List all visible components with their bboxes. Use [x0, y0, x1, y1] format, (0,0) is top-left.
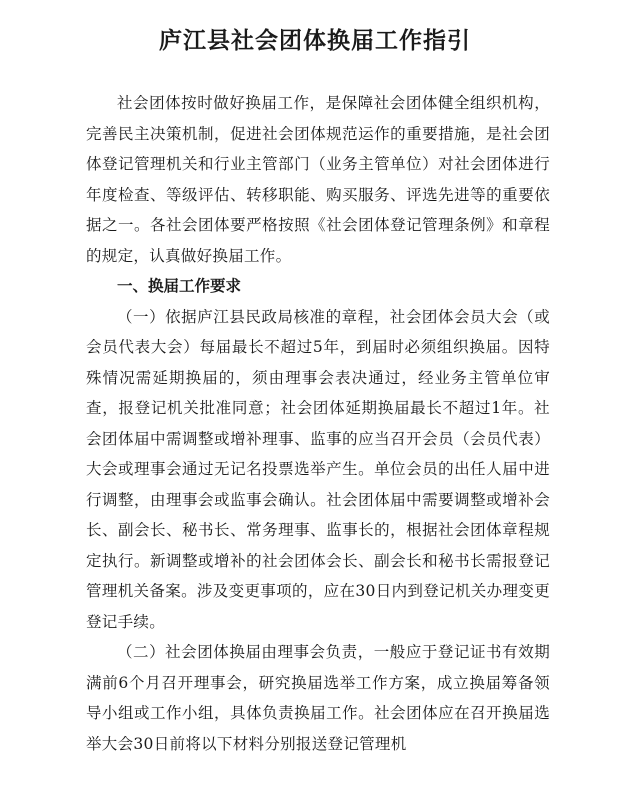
requirement-item-2: （二）社会团体换届由理事会负责，一般应于登记证书有效期满前6个月召开理事会，研究换届选举工作方案，成立换届筹备领导小组或工作小组，具体负责换届工作。社会团体应在召开换届选举大会30日前将以下材料分别报送登记管理机: [86, 643, 550, 753]
section-heading: 一、换届工作要求: [117, 277, 242, 295]
document-title: 庐江县社会团体换届工作指引: [159, 28, 471, 54]
intro-paragraph: 社会团体按时做好换届工作，是保障社会团体健全组织机构，完善民主决策机制，促进社会团体规范运作的重要措施，是社会团体登记管理机关和行业主管部门（业务主管单位）对社会团体进行年度检查、等级评估、转移职能、购买服务、评选先进等的重要依据之一。各社会团体要严格按照《社会团体登记管理条例》和章程的规定，认真做好换届工作。: [86, 94, 550, 265]
requirement-item-1: （一）依据庐江县民政局核准的章程，社会团体会员大会（或会员代表大会）每届最长不超过5年，到届时必须组织换届。因特殊情况需延期换届的，须由理事会表决通过，经业务主管单位审查，报登记机关批准同意；社会团体延期换届最长不超过1年。社会团体届中需调整或增补理事、监事的应当召开会员（会员代表）大会或理事会通过无记名投票选举产生。单位会员的出任人届中进行调整，由理事会或监事会确认。社会团体届中需要调整或增补会长、副会长、秘书长、常务理事、监事长的，根据社会团体章程规定执行。新调整或增补的社会团体会长、副会长和秘书长需报登记管理机关备案。涉及变更事项的，应在30日内到登记机关办理变更登记手续。: [86, 307, 550, 631]
document-body: [86, 88, 550, 759]
